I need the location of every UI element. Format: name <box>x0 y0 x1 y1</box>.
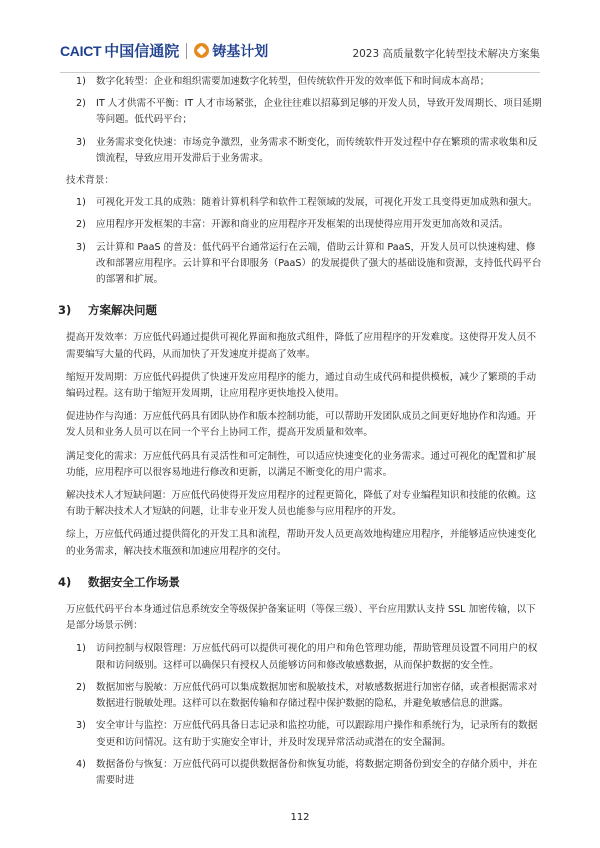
document-title: 2023 高质量数字化转型技术解决方案集 <box>352 48 540 60</box>
logo-caict-text: CAICT <box>60 42 102 59</box>
section-title: 方案解决问题 <box>88 303 157 318</box>
item-text: 访问控制与权限管理：万应低代码可以提供可视化的用户和角色管理功能，帮助管理员设置不同用户的权限和访问级别。这样可以确保只有授权人员能够访问和修改敏感数据，从而保护数据的安全性。 <box>96 643 538 671</box>
item-number: 2) <box>76 219 86 231</box>
item-number: 2) <box>76 681 86 693</box>
item-text: 应用程序开发框架的丰富：开源和商业的应用程序开发框架的出现使得应用开发更加高效和灵活。 <box>96 219 509 231</box>
tech-background-label: 技术背景： <box>66 175 114 187</box>
section-title: 数据安全工作场景 <box>88 574 180 589</box>
section-number: 4) <box>58 574 72 589</box>
logo-brand-text: 铸基计划 <box>212 43 269 60</box>
paragraph: 提高开发效率：万应低代码通过提供可视化界面和拖放式组件，降低了应用程序的开发难度。这使得开发人员不需要编写大量的代码，从而加快了开发速度并提高了效率。 <box>66 332 537 360</box>
paragraph: 解决技术人才短缺问题：万应低代码使得开发应用程序的过程更简化，降低了对专业编程知识和技能的依赖。这有助于解决技术人才短缺的问题，让非专业开发人员也能参与应用程序的开发。 <box>66 490 537 518</box>
zhuji-logo-icon <box>194 43 209 58</box>
list-item <box>66 757 542 789</box>
item-text: IT 人才供需不平衡：IT 人才市场紧张，企业往往难以招募到足够的开发人员，导致开发周期长、项目延期等问题。低代码平台； <box>96 98 542 126</box>
list-item <box>66 641 542 673</box>
section-heading <box>58 302 542 318</box>
paragraph: 缩短开发周期：万应低代码提供了快速开发应用程序的能力，通过自动生成代码和提供模板，减少了繁琐的手动编码过程。这有助于缩短开发周期，让应用程序更快地投入使用。 <box>66 371 537 400</box>
item-number: 1) <box>76 76 86 87</box>
list-item <box>66 240 542 289</box>
tech-background-list <box>66 195 542 288</box>
list-item <box>66 135 542 167</box>
paragraph: 万应低代码平台本身通过信息系统安全等级保护备案证明（等保三级）、平台应用默认支持 SSL 加密传输，以下是部分场景示例： <box>66 604 536 632</box>
item-text: 数据备份与恢复：万应低代码可以提供数据备份和恢复功能，将数据定期备份到安全的存储介质中，并在需要时进 <box>96 758 538 786</box>
background-list <box>66 74 542 167</box>
item-text: 业务需求变化快速：市场竞争激烈，业务需求不断变化，而传统软件开发过程中存在繁琐的需求收集和反馈流程，导致应用开发滞后于业务需求。 <box>96 136 538 164</box>
item-text: 数字化转型：企业和组织需要加速数字化转型，但传统软件开发的效率低下和时间成本高昂； <box>96 76 490 87</box>
page-header <box>60 38 540 66</box>
caict-logo <box>60 40 268 61</box>
paragraph: 促进协作与沟通：万应低代码具有团队协作和版本控制功能，可以帮助开发团队成员之间更好地协作和沟通。开发人员和业务人员可以在同一个平台上协同工作，提高开发质量和效率。 <box>66 411 537 439</box>
security-scenario-list <box>66 641 542 789</box>
item-number: 4) <box>76 758 86 770</box>
section-number: 3) <box>58 303 72 318</box>
item-text: 可视化开发工具的成熟：随着计算机科学和软件工程领域的发展，可视化开发工具变得更加成熟和强大。 <box>96 197 538 209</box>
item-number: 1) <box>76 643 86 655</box>
list-item <box>66 74 542 90</box>
list-item <box>66 718 542 750</box>
paragraph: 满足变化的需求：万应低代码具有灵活性和可定制性，可以适应快速变化的业务需求。通过可视化的配置和扩展功能，应用程序可以很容易地进行修改和更新，以满足不断变化的用户需求。 <box>66 450 537 478</box>
item-number: 3) <box>76 136 86 148</box>
list-item <box>66 195 542 211</box>
item-number: 1) <box>76 197 86 209</box>
item-text: 安全审计与监控：万应低代码具备日志记录和监控功能，可以跟踪用户操作和系统行为，记录所有的数据变更和访问情况。这有助于实施安全审计，并及时发现异常活动或潜在的安全漏洞。 <box>96 720 538 748</box>
item-text: 数据加密与脱敏：万应低代码可以集成数据加密和脱敏技术，对敏感数据进行加密存储，或者根据需求对数据进行脱敏处理。这样可以在数据传输和存储过程中保护数据的隐私，并避免敏感信息的泄露。 <box>96 681 538 710</box>
logo-cn-text: 中国信通院 <box>104 42 180 60</box>
item-text: 云计算和 PaaS 的普及：低代码平台通常运行在云端，借助云计算和 PaaS，开发人员可以快速构建、修改和部署应用程序。云计算和平台即服务（PaaS）的发展提供了强大的基础设施和资源，支持低代码平台的部署和扩展。 <box>96 241 542 286</box>
list-item <box>66 217 542 233</box>
page-number: 112 <box>290 812 310 823</box>
item-number: 3) <box>76 241 86 253</box>
list-item <box>66 96 542 128</box>
header-divider <box>60 72 540 73</box>
paragraph: 综上，万应低代码通过提供简化的开发工具和流程，帮助开发人员更高效地构建应用程序，并能够适应快速变化的业务需求，解决技术瓶颈和加速应用程序的交付。 <box>66 529 537 557</box>
item-number: 3) <box>76 720 86 732</box>
list-item <box>66 680 542 712</box>
section-heading <box>58 574 542 590</box>
logo-divider <box>186 43 187 59</box>
page-content <box>58 74 542 795</box>
item-number: 2) <box>76 98 86 110</box>
